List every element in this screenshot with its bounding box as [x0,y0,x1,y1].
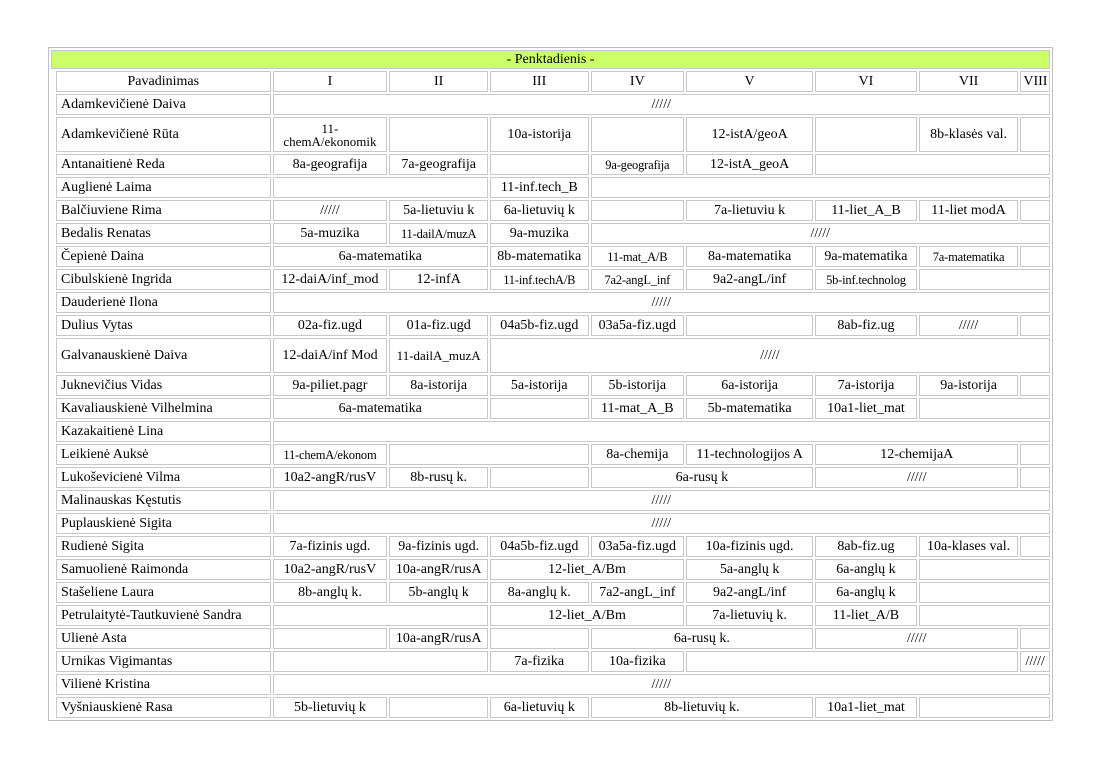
lesson-cell: 11-liet modA [919,200,1019,221]
row-edge [51,674,54,695]
lesson-cell: 12-istA_geoA [686,154,813,175]
lesson-cell: ///// [273,200,388,221]
table-row [51,421,1050,442]
lesson-cell [686,651,1018,672]
lesson-cell: 10a-fizinis ugd. [686,536,813,557]
table-row [51,338,1050,373]
lesson-cell: 12-daiA/inf Mod [273,338,388,373]
lesson-cell [1020,628,1050,649]
lesson-cell: 7a2-angL_inf [591,269,685,290]
row-edge [51,559,54,580]
table-row [51,398,1050,419]
teacher-name: Juknevičius Vidas [56,375,270,396]
lesson-cell: 12-daiA/inf_mod [273,269,388,290]
teacher-name: Malinauskas Kęstutis [56,490,270,511]
lesson-cell: 10a2-angR/rusV [273,467,388,488]
lesson-cell: 11-chemA/ekonomik [273,117,388,152]
table-row [51,154,1050,175]
lesson-cell: 03a5a-fiz.ugd [591,536,685,557]
lesson-cell: ///// [591,223,1050,244]
lesson-cell [273,421,1050,442]
row-edge [51,269,54,290]
lesson-cell: 9a-muzika [490,223,589,244]
lesson-cell: 5a-istorija [490,375,589,396]
lesson-cell: 10a2-angR/rusV [273,559,388,580]
teacher-name: Leikienė Auksė [56,444,270,465]
lesson-cell [273,605,488,626]
lesson-cell: 9a-matematika [815,246,917,267]
lesson-cell: 7a-istorija [815,375,917,396]
lesson-cell: 8a-anglų k. [490,582,589,603]
row-edge [51,315,54,336]
lesson-cell: 7a-lietuvių k. [686,605,813,626]
lesson-cell: 5a-lietuviu k [389,200,488,221]
lesson-cell: 02a-fiz.ugd [273,315,388,336]
row-edge [51,513,54,534]
teacher-name: Ulienė Asta [56,628,270,649]
teacher-name: Kazakaitienė Lina [56,421,270,442]
table-row [51,674,1050,695]
period-header: II [389,71,488,92]
table-row [51,200,1050,221]
lesson-cell: ///// [815,467,1018,488]
row-edge [51,444,54,465]
table-row [51,697,1050,718]
row-edge [51,628,54,649]
table-row [51,246,1050,267]
lesson-cell: 6a-lietuvių k [490,200,589,221]
row-edge [51,246,54,267]
lesson-cell: 04a5b-fiz.ugd [490,536,589,557]
lesson-cell: 6a-istorija [686,375,813,396]
teacher-name: Adamkevičienė Daiva [56,94,270,115]
lesson-cell: 11-liet_A/B [815,605,917,626]
lesson-cell: 10a1-liet_mat [815,398,917,419]
table-row [51,94,1050,115]
table-row [51,177,1050,198]
table-row [51,467,1050,488]
period-header: V [686,71,813,92]
lesson-cell: ///// [273,513,1050,534]
row-edge [51,697,54,718]
row-edge [51,117,54,152]
table-row [51,513,1050,534]
table-row [51,559,1050,580]
teacher-name: Adamkevičienė Rūta [56,117,270,152]
row-edge [51,200,54,221]
lesson-cell [919,605,1050,626]
lesson-cell: 6a-matematika [273,246,488,267]
lesson-cell: 8a-geografija [273,154,388,175]
row-edge [51,467,54,488]
lesson-cell [490,398,589,419]
day-title: - Penktadienis - [51,50,1050,69]
teacher-name: Bedalis Renatas [56,223,270,244]
row-edge [51,398,54,419]
lesson-cell: 11-chemA/ekonom [273,444,388,465]
row-edge [51,71,54,92]
lesson-cell: 6a-rusų k. [591,628,814,649]
lesson-cell [1020,117,1050,152]
lesson-cell: 8b-matematika [490,246,589,267]
lesson-cell [1020,444,1050,465]
row-edge [51,154,54,175]
lesson-cell: 9a-istorija [919,375,1019,396]
lesson-cell: 7a-geografija [389,154,488,175]
lesson-cell: ///// [273,94,1050,115]
table-row [51,582,1050,603]
table-row [51,651,1050,672]
teacher-name: Dulius Vytas [56,315,270,336]
lesson-cell: ///// [1020,651,1050,672]
lesson-cell: 9a-piliet.pagr [273,375,388,396]
period-header: VIII [1020,71,1050,92]
lesson-cell [273,177,488,198]
row-edge [51,651,54,672]
lesson-cell: 7a-fizika [490,651,589,672]
row-edge [51,292,54,313]
teacher-name: Auglienė Laima [56,177,270,198]
lesson-cell: 12-chemijaA [815,444,1018,465]
lesson-cell [1020,536,1050,557]
table-row [51,117,1050,152]
lesson-cell [389,444,588,465]
table-row [51,292,1050,313]
lesson-cell [490,154,589,175]
lesson-cell: 6a-anglų k [815,559,917,580]
schedule-body [51,94,1050,718]
title-row [51,50,1050,69]
lesson-cell: 5b-inf.technolog [815,269,917,290]
lesson-cell: 9a-fizinis ugd. [389,536,488,557]
lesson-cell [1020,246,1050,267]
lesson-cell: 11-technologijos A [686,444,813,465]
lesson-cell [490,628,589,649]
lesson-cell [273,628,388,649]
lesson-cell [815,117,917,152]
teacher-name: Kavaliauskienė Vilhelmina [56,398,270,419]
lesson-cell [591,177,1050,198]
lesson-cell: 8b-rusų k. [389,467,488,488]
lesson-cell [919,398,1050,419]
lesson-cell: 12-infA [389,269,488,290]
lesson-cell: 8b-lietuvių k. [591,697,814,718]
teacher-name: Samuolienė Raimonda [56,559,270,580]
table-row [51,444,1050,465]
lesson-cell: 7a-fizinis ugd. [273,536,388,557]
lesson-cell: 5b-matematika [686,398,813,419]
table-row [51,536,1050,557]
lesson-cell: 8ab-fiz.ug [815,315,917,336]
lesson-cell: 10a-angR/rusA [389,628,488,649]
lesson-cell: ///// [273,674,1050,695]
lesson-cell [1020,200,1050,221]
teacher-name: Rudienė Sigita [56,536,270,557]
table-row [51,490,1050,511]
lesson-cell: 8a-matematika [686,246,813,267]
lesson-cell: 11-dailA_muzA [389,338,488,373]
lesson-cell: 8a-chemija [591,444,685,465]
lesson-cell: 8ab-fiz.ug [815,536,917,557]
lesson-cell: 6a-rusų k [591,467,814,488]
teacher-name: Vyšniauskienė Rasa [56,697,270,718]
period-header: I [273,71,388,92]
lesson-cell [591,117,685,152]
lesson-cell: 7a2-angL_inf [591,582,685,603]
lesson-cell [591,200,685,221]
row-edge [51,94,54,115]
table-row [51,223,1050,244]
teacher-name: Puplauskienė Sigita [56,513,270,534]
lesson-cell [686,315,813,336]
row-edge [51,338,54,373]
lesson-cell [273,651,488,672]
lesson-cell: ///// [273,490,1050,511]
lesson-cell: ///// [919,315,1019,336]
lesson-cell: 6a-matematika [273,398,488,419]
lesson-cell [919,582,1050,603]
lesson-cell: 5b-lietuvių k [273,697,388,718]
lesson-cell: 5b-anglų k [389,582,488,603]
lesson-cell: 03a5a-fiz.ugd [591,315,685,336]
teacher-name: Lukoševicienė Vilma [56,467,270,488]
lesson-cell [919,559,1050,580]
teacher-name: Čepienė Daina [56,246,270,267]
teacher-name: Cibulskienė Ingrida [56,269,270,290]
lesson-cell: 11-mat_A_B [591,398,685,419]
lesson-cell: 9a-geografija [591,154,685,175]
lesson-cell: 10a-klases val. [919,536,1019,557]
lesson-cell: 10a-angR/rusA [389,559,488,580]
lesson-cell [919,269,1050,290]
lesson-cell: ///// [490,338,1050,373]
lesson-cell: 5a-anglų k [686,559,813,580]
lesson-cell: 10a-istorija [490,117,589,152]
lesson-cell: 8b-anglų k. [273,582,388,603]
row-edge [51,177,54,198]
lesson-cell: 10a1-liet_mat [815,697,917,718]
lesson-cell [1020,375,1050,396]
teacher-name: Galvanauskienė Daiva [56,338,270,373]
lesson-cell: 9a2-angL/inf [686,269,813,290]
teacher-name: Stašeliene Laura [56,582,270,603]
name-column-header: Pavadinimas [56,71,270,92]
lesson-cell [389,117,488,152]
lesson-cell: 7a-lietuviu k [686,200,813,221]
table-row [51,375,1050,396]
lesson-cell: 6a-anglų k [815,582,917,603]
lesson-cell [919,697,1050,718]
lesson-cell: 5a-muzika [273,223,388,244]
row-edge [51,605,54,626]
lesson-cell: 11-inf.techA/B [490,269,589,290]
table-row [51,628,1050,649]
lesson-cell: 12-liet_A/Bm [490,559,684,580]
teacher-name: Petrulaitytė-Tautkuvienė Sandra [56,605,270,626]
lesson-cell: ///// [273,292,1050,313]
teacher-name: Antanaitienė Reda [56,154,270,175]
table-row [51,605,1050,626]
teacher-name: Vilienė Kristina [56,674,270,695]
period-header: III [490,71,589,92]
lesson-cell: 12-istA/geoA [686,117,813,152]
period-header: VI [815,71,917,92]
row-edge [51,490,54,511]
period-header: VII [919,71,1019,92]
lesson-cell: 9a2-angL/inf [686,582,813,603]
lesson-cell [1020,315,1050,336]
lesson-cell [389,697,488,718]
row-edge [51,536,54,557]
lesson-cell: ///// [815,628,1018,649]
table-row [51,269,1050,290]
row-edge [51,223,54,244]
lesson-cell [1020,467,1050,488]
schedule-table [48,47,1053,721]
lesson-cell: 11-dailA/muzA [389,223,488,244]
row-edge [51,375,54,396]
lesson-cell: 11-inf.tech_B [490,177,589,198]
period-header: IV [591,71,685,92]
teacher-name: Balčiuviene Rima [56,200,270,221]
lesson-cell [815,154,1050,175]
lesson-cell [490,467,589,488]
lesson-cell: 6a-lietuvių k [490,697,589,718]
header-row [51,71,1050,92]
lesson-cell: 7a-matematika [919,246,1019,267]
lesson-cell: 11-mat_A/B [591,246,685,267]
row-edge [51,421,54,442]
lesson-cell: 10a-fizika [591,651,685,672]
lesson-cell: 12-liet_A/Bm [490,605,684,626]
lesson-cell: 5b-istorija [591,375,685,396]
teacher-name: Dauderienė Ilona [56,292,270,313]
lesson-cell: 11-liet_A_B [815,200,917,221]
lesson-cell: 01a-fiz.ugd [389,315,488,336]
lesson-cell: 8b-klasės val. [919,117,1019,152]
table-row [51,315,1050,336]
lesson-cell: 04a5b-fiz.ugd [490,315,589,336]
row-edge [51,582,54,603]
teacher-name: Urnikas Vigimantas [56,651,270,672]
lesson-cell: 8a-istorija [389,375,488,396]
